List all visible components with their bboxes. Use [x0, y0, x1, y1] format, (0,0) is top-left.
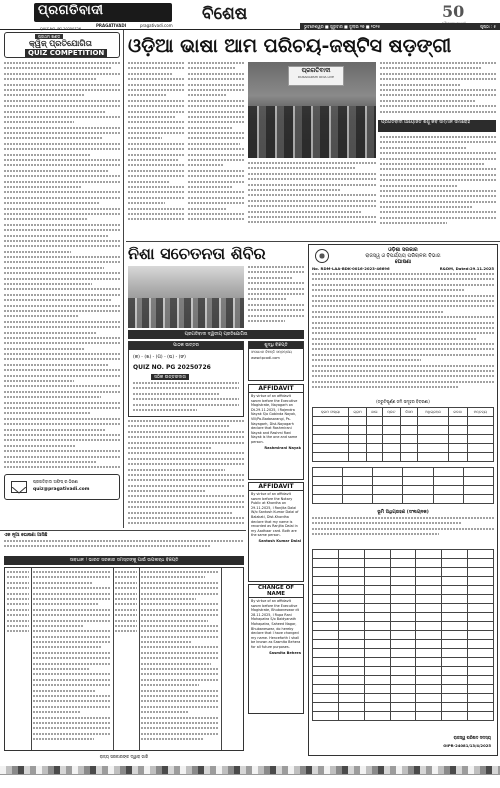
affidavit-2-title: AFFIDAVIT	[249, 483, 303, 491]
anniversary-number: 50	[442, 2, 465, 21]
table-row	[313, 703, 494, 712]
bottom-left-table	[4, 567, 244, 751]
photo-caption-text: ପ୍ରଗତିବାଦୀ ଆୟୋଜିତ ଶିଶୁ କବି ସମ୍ମାନ ସମାରୋହ	[381, 120, 471, 125]
table-row	[313, 577, 494, 586]
table-row	[313, 435, 494, 444]
notice-signature-label: ରାଜସ୍ୱ ପରିଷଦ ସଦସ୍ୟ	[453, 735, 491, 740]
notice-body	[312, 273, 494, 397]
notice-secondary-heading: ଭୂମି ଅଧିଗ୍ରହଣ (ସଂଲଗ୍ନକ)	[377, 510, 429, 515]
stage-banner-subtext: DURADARSHI ODIA LIVE	[298, 75, 334, 79]
quiz-header	[4, 32, 120, 58]
nisha-subheading-text: ପ୍ରଗତିବାଦୀ ଦ୍ୱିତୀୟ ପ୍ରତିଯୋଗିତା	[184, 332, 248, 337]
stage-banner-text: ପ୍ରଗତିବାଦୀ	[301, 67, 331, 74]
table-row	[313, 550, 494, 559]
table-header-cell: ଗ୍ରାମ	[348, 408, 366, 417]
date-line: ଭୁବନେଶ୍ୱର ■ ଗୁରୁବାର ■ ଜୁଲାଇ ୨୭ ■ ୨୦୨୫	[304, 24, 381, 29]
table-row	[313, 468, 494, 477]
notice-signature-code: OIPR-24081/13/4/2025	[443, 743, 491, 748]
headline-story-col3	[380, 62, 496, 118]
quiz-contact-box	[4, 474, 120, 500]
nisha-photo-people	[128, 298, 244, 328]
divider	[221, 568, 222, 751]
divider	[126, 241, 500, 242]
bottom-left-index-1	[7, 571, 29, 749]
table-row	[313, 640, 494, 649]
table-row	[313, 444, 494, 453]
table-row	[313, 486, 494, 495]
website: pragativadi.com	[140, 23, 173, 28]
stage-banner	[288, 66, 344, 86]
divider	[31, 568, 32, 751]
table-row	[313, 712, 494, 721]
nisha-title: ନିଶା ସଚେତନତା ଶିବିର	[128, 244, 266, 263]
table-row	[313, 658, 494, 667]
change-of-name-signature: Sasmita Behera	[269, 650, 301, 655]
notice-table-3	[312, 549, 494, 721]
quiz-email-label: ପ୍ରଗତିବାଦୀ ଅଫିସ୍ ର ଠିକଣା	[33, 479, 79, 484]
divider	[0, 530, 246, 531]
table-header-cell: ରକବା	[448, 408, 467, 417]
bottom-left-col-1	[33, 571, 111, 749]
table-header-cell: କ୍ରମ ସଂଖ୍ୟା	[313, 408, 349, 417]
bottom-left-notice-title-text: ସାବଧାନ ! ଭାରତ ସରକାର ସମସ୍ତଙ୍କୁ ପାଇଁ ଉପଲବ୍ଧ ବିଜ୍ଞପ୍ତି	[69, 558, 179, 563]
table-header-cell: ଅଧିଗ୍ରହଣ	[418, 408, 448, 417]
bottom-left-intro	[4, 540, 244, 554]
table-header-cell: କିସମ	[400, 408, 417, 417]
reader-quiz-label: ପାଠକ ଉତ୍ତର	[129, 342, 243, 350]
bottom-left-header: ଏକ ନୂଆ ଘୋଷଣା ଆସିଛି	[4, 533, 48, 538]
photo-people-row	[248, 106, 376, 158]
table-row	[313, 426, 494, 435]
nisha-photo	[128, 266, 244, 328]
date-bar	[300, 23, 500, 30]
table-row	[313, 559, 494, 568]
divider	[139, 568, 140, 751]
quiz-code-top: QUIZ NO. PG 20250726	[40, 27, 82, 31]
reader-quiz-number: QUIZ NO. PG 20250726	[133, 364, 211, 371]
correction-notice-line-2: www.tpcodl.com	[251, 356, 280, 360]
table-row	[313, 417, 494, 426]
headline-story-col1	[128, 62, 184, 238]
table-row	[313, 649, 494, 658]
table-row	[313, 685, 494, 694]
quiz-rules-story	[128, 420, 244, 528]
section-title: ବିଶେଷ	[202, 4, 248, 24]
change-of-name	[248, 584, 304, 714]
notice-table-1	[312, 407, 494, 462]
notice-ref-date: R&DM, Dated:29.11.2025	[439, 266, 494, 271]
quiz-questions	[4, 62, 120, 470]
nisha-story	[248, 266, 304, 328]
envelope-icon	[11, 481, 27, 493]
affidavit-2-body: By virtue of an affidavit sworn before the Notary Public at Khordha on 29.11.2025, I Ranjita Dalai W/o Santosh Kumar Dalai of Balakati, Dist-Khordha declare that my name is recorded as Ranjita Dalai in my Aadhaar card. Both are the same person.	[251, 492, 299, 538]
affidavit-1	[248, 384, 304, 480]
correction-notice-title: ଶୁଦ୍ଧି ବିଜ୍ଞପ୍ତି	[249, 342, 303, 349]
table-row	[313, 477, 494, 486]
notice-title: ଘୋଷଣା	[394, 259, 412, 265]
notice-org: ଓଡ଼ିଶା ସରକାର	[388, 247, 418, 253]
table-header-cell: ମନ୍ତବ୍ୟ	[467, 408, 493, 417]
table-row	[313, 586, 494, 595]
table-row	[313, 694, 494, 703]
table-row	[313, 613, 494, 622]
table-row	[313, 667, 494, 676]
correction-notice	[248, 341, 304, 381]
headline: ଓଡ଼ିଆ ଭାଷା ଆମ ପରିଚୟ-ଜଷ୍ଟିସ ଷଡ଼ଙ୍ଗୀ	[128, 35, 452, 57]
table-header-row	[313, 408, 494, 417]
affidavit-2-signature: Santosh Kumar Dalai	[258, 538, 301, 543]
change-of-name-body: By virtue of an affidavit sworn before the Executive Magistrate, Bhubaneswar dt 28.11.2025, I Rupa Rani Mohapatra S/o Baidyanath Mohapatra, Saheed Nagar, Bhubaneswar, do hereby declare that I have changed my name. Henceforth I shall be known as Sasmita Behera for all future purposes.	[251, 599, 301, 649]
logo-text: ପ୍ରଗତିବାଦୀ	[38, 3, 104, 18]
headline-story-col2	[188, 62, 244, 238]
quiz-tag: ପ୍ରଥମ ଖଣ୍ଡ	[35, 34, 63, 39]
bottom-left-footer: ରାଜ୍ୟ ସରକାରଙ୍କ ଦ୍ୱାରା ଜାରି	[99, 754, 149, 759]
quiz-column	[0, 27, 124, 528]
reader-quiz-answers: (କ) - (ଖ) - (ଗ) - (ଘ) - (ଙ)	[133, 355, 186, 360]
bottom-left-col-2	[141, 571, 219, 749]
divider	[113, 568, 114, 751]
quiz-email[interactable]: quiz@pragativadi.com	[33, 487, 90, 492]
affidavit-1-signature: Rashmirani Nayak	[264, 445, 301, 450]
affidavit-1-title: AFFIDAVIT	[249, 385, 303, 393]
notice-table-2	[312, 467, 494, 504]
logo-sub: PRAGATIVADI	[96, 23, 127, 28]
notice-dept: ରାଜସ୍ୱ ଓ ବିପର୍ଯ୍ୟୟ ପରିଚାଳନା ବିଭାଗ	[365, 253, 441, 259]
quiz-title-en: QUIZ COMPETITION	[25, 49, 107, 57]
table-row	[313, 604, 494, 613]
table-header-cell: ଖାତା	[367, 408, 382, 417]
affidavit-1-body: By virtue of an affidavit sworn before the Executive Magistrate, Nayagarh on Dt.29.11.2025, I Rajendra Nayak S/o Gobinda Nayak, Vill/Po-Badasarangi, Ps-Nayagarh, Dist-Nayagarh declare that Rashmirani Nayak and Rashmi Rani Nayak is the one and same person.	[251, 394, 298, 444]
headline-story-col4	[380, 136, 496, 238]
quiz-title-odia: କ୍ୱିଜ୍ ପ୍ରତିଯୋଗିତା	[29, 39, 92, 48]
masthead	[0, 0, 500, 30]
nisha-subheading	[128, 330, 304, 339]
table-row	[313, 495, 494, 504]
bottom-left-index-2	[115, 571, 137, 749]
headline-story-col5	[248, 162, 376, 238]
event-photo	[248, 62, 376, 158]
color-bar	[0, 766, 500, 774]
table-header-cell: ପ୍ଲଟ	[382, 408, 400, 417]
footer-strip	[0, 774, 500, 788]
anniversary-badge	[442, 2, 488, 24]
table-row	[313, 676, 494, 685]
table-row	[313, 631, 494, 640]
table-row	[313, 453, 494, 462]
table-row	[313, 568, 494, 577]
notice-table-heading: (ତ୍ରୁଟିପୂର୍ଣ୍ଣ ଜମି ସମୂହର ବିବରଣୀ)	[376, 399, 430, 404]
table-row	[313, 595, 494, 604]
reader-quiz-box	[128, 341, 244, 417]
table-row	[313, 622, 494, 631]
notice-ref-no: No. RDM-LAA-BDK-0016-2023-46696	[312, 266, 390, 271]
photo-caption	[378, 120, 496, 132]
government-notice	[308, 244, 498, 756]
reader-quiz-footer: ସଠିକ ଉତ୍ତରଦାତା	[151, 374, 189, 380]
reader-quiz-rules	[133, 382, 239, 416]
page-number: ପୃଷ୍ଠା : ୫	[480, 24, 496, 29]
notice-secondary-body	[312, 517, 494, 547]
affidavit-2	[248, 482, 304, 582]
correction-notice-line-1: ସଂଶୋଧନ ବିଜ୍ଞପ୍ତି ସମ୍ବନ୍ଧୀୟ	[251, 350, 292, 354]
bottom-left-notice-title	[4, 556, 244, 565]
change-of-name-title: CHANGE OF NAME	[249, 585, 303, 598]
